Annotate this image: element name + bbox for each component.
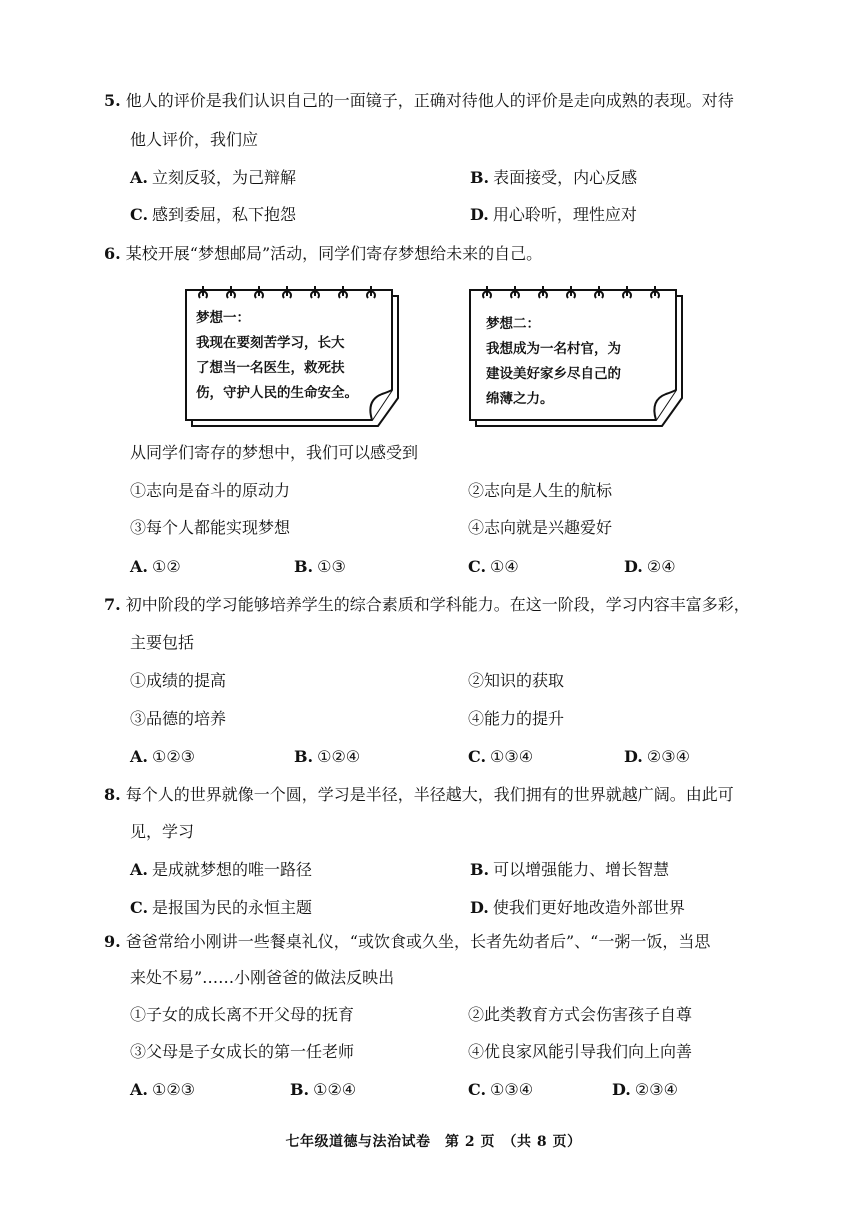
question-text: 某校开展“梦想邮局”活动，同学们寄存梦想给未来的自己。	[125, 244, 543, 263]
question-9-line-2: 来处不易”……小刚爸爸的做法反映出	[130, 968, 395, 987]
q9-option-a[interactable]: A. ①②③	[130, 1080, 196, 1099]
question-text: 爸爸常给小刚讲一些餐桌礼仪，“或饮食或久坐，长者先幼者后”、“一粥一饭，当思	[125, 932, 711, 951]
dream-note-2	[466, 272, 688, 432]
question-text: 他人的评价是我们认识自己的一面镜子，正确对待他人的评价是走向成熟的表现。对待	[125, 91, 734, 110]
q5-option-c[interactable]: C. 感到委屈，私下抱怨	[130, 205, 297, 224]
q9-option-b[interactable]: B. ①②④	[290, 1080, 357, 1099]
q7-option-a[interactable]: A. ①②③	[130, 747, 196, 766]
q6-item-1: ①志向是奋斗的原动力	[130, 481, 291, 500]
q7-item-3: ③品德的培养	[130, 709, 227, 728]
question-8-line-1	[104, 785, 734, 805]
q6-option-d[interactable]: D. ②④	[624, 557, 676, 576]
q5-option-b[interactable]: B. 表面接受，内心反感	[470, 168, 638, 187]
question-number: 5.	[104, 91, 121, 110]
q5-option-a[interactable]: A. 立刻反驳，为己辩解	[130, 168, 296, 187]
page-footer: 七年级道德与法治试卷 第 2 页 （共 8 页）	[285, 1134, 582, 1150]
q5-option-d[interactable]: D. 用心聆听，理性应对	[470, 205, 637, 224]
q6-option-b[interactable]: B. ①③	[294, 557, 346, 576]
note-1-text: 梦想一： 我现在要刻苦学习，长大 了想当一名医生，救死扶 伤，守护人民的生命安全。	[196, 310, 358, 401]
q9-item-4: ④优良家风能引导我们向上向善	[468, 1042, 693, 1061]
q6-option-c[interactable]: C. ①④	[468, 557, 519, 576]
q6-item-2: ②志向是人生的航标	[468, 481, 613, 500]
q7-option-d[interactable]: D. ②③④	[624, 747, 690, 766]
q6-item-3: ③每个人都能实现梦想	[130, 518, 291, 537]
question-5-line-2: 他人评价，我们应	[130, 130, 259, 149]
question-number: 6.	[104, 244, 121, 263]
note-2-text: 梦想二： 我想成为一名村官，为 建设美好家乡尽自己的 绵薄之力。	[486, 316, 621, 407]
question-7-line-1	[104, 595, 750, 615]
q8-option-d[interactable]: D. 使我们更好地改造外部世界	[470, 898, 685, 917]
question-text: 每个人的世界就像一个圆，学习是半径，半径越大，我们拥有的世界就越广阔。由此可	[125, 785, 734, 804]
q7-item-1: ①成绩的提高	[130, 671, 227, 690]
q9-item-2: ②此类教育方式会伤害孩子自尊	[468, 1005, 693, 1024]
q9-item-3: ③父母是子女成长的第一任老师	[130, 1042, 355, 1061]
question-number: 8.	[104, 785, 121, 804]
question-6-line-1	[104, 244, 542, 264]
question-text: 初中阶段的学习能够培养学生的综合素质和学科能力。在这一阶段，学习内容丰富多彩，	[125, 595, 750, 614]
q6-item-4: ④志向就是兴趣爱好	[468, 518, 613, 537]
q9-option-d[interactable]: D. ②③④	[612, 1080, 678, 1099]
q9-option-c[interactable]: C. ①③④	[468, 1080, 534, 1099]
q9-item-1: ①子女的成长离不开父母的抚育	[130, 1005, 355, 1024]
question-7-line-2: 主要包括	[130, 633, 195, 652]
q7-option-c[interactable]: C. ①③④	[468, 747, 534, 766]
question-9-line-1	[104, 932, 710, 952]
question-6-stem: 从同学们寄存的梦想中，我们可以感受到	[130, 443, 419, 462]
question-8-line-2: 见，学习	[130, 822, 195, 841]
dream-note-1	[182, 272, 404, 432]
question-number: 9.	[104, 932, 121, 951]
q8-option-a[interactable]: A. 是成就梦想的唯一路径	[130, 860, 312, 879]
q8-option-b[interactable]: B. 可以增强能力、增长智慧	[470, 860, 670, 879]
q8-option-c[interactable]: C. 是报国为民的永恒主题	[130, 898, 313, 917]
q7-option-b[interactable]: B. ①②④	[294, 747, 361, 766]
q7-item-2: ②知识的获取	[468, 671, 565, 690]
question-number: 7.	[104, 595, 121, 614]
question-5-line-1	[104, 91, 734, 111]
q7-item-4: ④能力的提升	[468, 709, 565, 728]
q6-option-a[interactable]: A. ①②	[130, 557, 181, 576]
